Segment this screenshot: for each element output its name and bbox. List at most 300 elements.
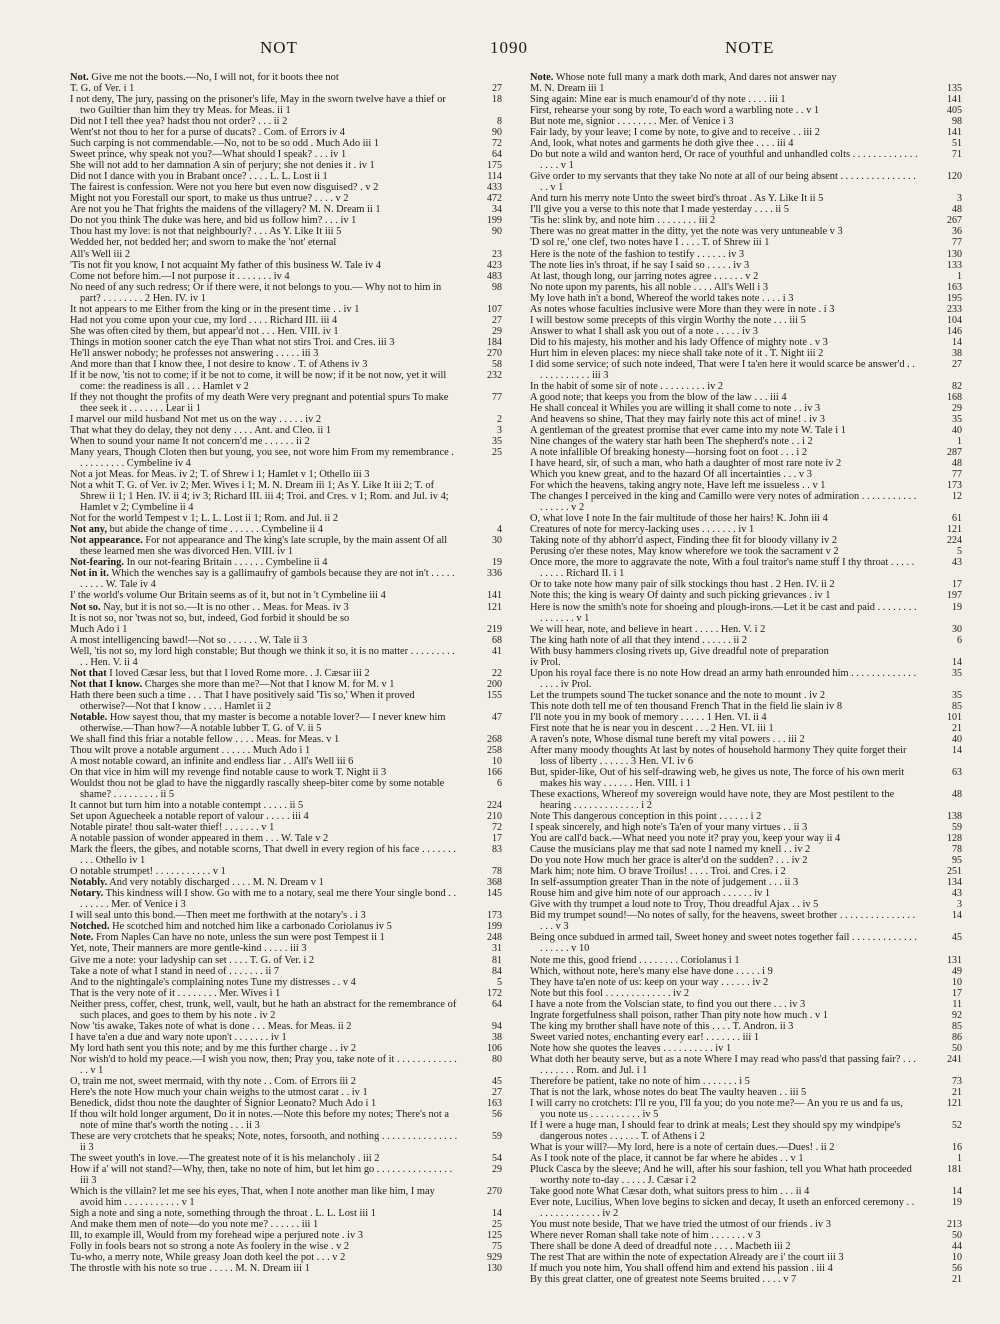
line-reference: 41 (492, 645, 502, 657)
entry-line (70, 127, 502, 138)
quotation-text: Had not you come upon your cue, my lord . . . . Richard III. iii 4 (70, 314, 338, 326)
quotation-text: Went'st not thou to her for a purse of ducats? . Com. of Errors iv 4 (70, 127, 345, 139)
entry-line (70, 149, 502, 160)
line-reference: 98 (952, 116, 962, 128)
quotation-text: A gentleman of the greatest promise that ever came into my note W. Tale i 1 (530, 425, 846, 436)
quotation-text: Perusing o'er these notes, May know wherefore we took the sacrament v 2 (530, 546, 839, 558)
line-reference: 49 (952, 965, 962, 977)
entry-line (530, 359, 962, 381)
line-reference: 40 (952, 733, 962, 745)
headword: Notary. (70, 888, 104, 900)
quotation-text: My lord hath sent you this note; and by me this further charge . . iv 2 (70, 1042, 357, 1054)
line-reference: 200 (487, 678, 502, 690)
line-reference: 5 (497, 976, 502, 988)
line-reference: 107 (487, 303, 502, 315)
quotation-text: I'll give you a verse to this note that I made yesterday . . . . ii 5 (530, 204, 789, 216)
entry-line (70, 260, 502, 271)
line-reference: 17 (952, 579, 962, 591)
entry-line (530, 646, 962, 657)
line-reference: 27 (492, 83, 502, 95)
line-reference: 30 (952, 623, 962, 635)
line-reference: 104 (947, 314, 962, 326)
quotation-text: The king my brother shall have note of this . . . . T. Andron. ii 3 (530, 1020, 794, 1032)
entry-line (70, 1263, 502, 1274)
quotation-text: Rouse him and give him note of our approach . . . . . . iv 1 (530, 888, 771, 900)
entry-line (70, 348, 502, 359)
line-reference: 133 (947, 259, 962, 271)
quotation-text: A raven's note, Whose dismal tune bereft my vital powers . . . iii 2 (530, 733, 805, 745)
quotation-text: I speak sincerely, and high note's Ta'en of your many virtues . . ii 3 (530, 822, 808, 834)
line-reference: 90 (492, 226, 502, 238)
line-reference: 232 (487, 369, 502, 381)
line-reference: 84 (492, 965, 502, 977)
line-reference: 29 (952, 402, 962, 414)
quotation-text: And more than that I know thee, I not desire to know . T. of Athens iv 3 (70, 358, 368, 370)
entry-line (70, 602, 502, 613)
line-reference: 75 (492, 1241, 502, 1253)
line-reference: 50 (952, 1042, 962, 1054)
line-reference: 59 (492, 1131, 502, 1142)
entry-line (70, 734, 502, 745)
entry-line (530, 690, 962, 701)
line-reference: 44 (952, 1241, 962, 1253)
line-reference: 172 (487, 987, 502, 999)
entry-line (530, 524, 962, 535)
quotation-text: If much you note him, You shall offend him and extend his passion . iii 4 (530, 1263, 833, 1275)
line-reference: 138 (947, 811, 962, 823)
entry-line (530, 712, 962, 723)
entry-line (530, 668, 962, 690)
quotation-text: Note me this, good friend . . . . . . . . Coriolanus i 1 (530, 954, 740, 966)
quotation-text: Bid my trumpet sound!—No notes of sally, for the heavens, sweet brother . . . . . . . . . . . . . . . . . . v 3 (530, 910, 916, 933)
line-reference: 90 (492, 127, 502, 139)
entry-line (70, 1241, 502, 1252)
entry-line (70, 1164, 502, 1186)
quotation-text: At last, though long, our jarring notes agree . . . . . . v 2 (530, 270, 759, 282)
line-reference: 56 (952, 1263, 962, 1275)
quotation-text: With busy hammers closing rivets up, Give dreadful note of preparation (530, 645, 829, 657)
entry-line (70, 590, 502, 601)
line-reference: 40 (952, 425, 962, 436)
entry-line (70, 326, 502, 337)
entry-line (530, 1219, 962, 1230)
line-reference: 51 (952, 138, 962, 150)
quotation-text: Might not you Forestall our sport, to make us thus untrue? . . . . v 2 (70, 193, 349, 205)
line-reference: 423 (487, 259, 502, 271)
quotation-text: The rest That are within the note of expectation Already are i' the court iii 3 (530, 1252, 844, 1264)
line-reference: 1 (957, 1153, 962, 1165)
line-reference: 21 (952, 1274, 962, 1286)
entry-line (70, 844, 502, 866)
line-reference: 3 (957, 193, 962, 205)
entry-line (530, 602, 962, 624)
quotation-text: But, spider-like, Out of his self-drawing web, he gives us note, The force of his own merit makes his way . . . . . . Hen. VIII. i 1 (530, 766, 905, 789)
entry-line (70, 679, 502, 690)
line-reference: 195 (947, 292, 962, 304)
entry-line (530, 403, 962, 414)
entry-line (530, 657, 962, 668)
line-reference: 8 (497, 116, 502, 128)
entry-line (70, 988, 502, 999)
line-reference: 224 (487, 800, 502, 812)
line-reference: 14 (492, 1208, 502, 1220)
line-reference: 472 (487, 193, 502, 205)
quotation-text: Sing again: Mine ear is much enamour'd of thy note . . . . iii 1 (530, 94, 786, 106)
quotation-text: After many moody thoughts At last by notes of household harmony They quite forget their loss of liberty . . . . . . 3 Hen. VI. iv 6 (530, 744, 907, 767)
quotation-text: I have ta'en a due and wary note upon't . . . . . . . iv 1 (70, 1031, 287, 1043)
quotation-text: Fair lady, by your leave; I come by note, to give and to receive . . iii 2 (530, 127, 820, 139)
quotation-text: Much Ado i 1 (70, 623, 128, 635)
entry-line (530, 624, 962, 635)
line-reference: 155 (487, 689, 502, 701)
quotation-text: Cause the musicians play me that sad note I named my knell . . iv 2 (530, 844, 811, 856)
line-reference: 163 (487, 1097, 502, 1109)
entry-line (70, 282, 502, 304)
entry-line (70, 668, 502, 679)
quotation-text: Sigh a note and sing a note, something through the throat . L. L. Lost iii 1 (70, 1208, 376, 1220)
line-reference: 233 (947, 303, 962, 315)
quotation-text: Folly in fools bears not so strong a note As foolery in the wise . v 2 (70, 1241, 350, 1253)
line-reference: 77 (492, 391, 502, 403)
entry-line (70, 1131, 502, 1153)
entry-line (530, 899, 962, 910)
entry-line (70, 1043, 502, 1054)
line-reference: 287 (947, 447, 962, 459)
entry-line (70, 271, 502, 282)
line-reference: 16 (952, 1142, 962, 1154)
quotation-text: Not for the world Tempest v 1; L. L. Lost ii 1; Rom. and Jul. ii 2 (70, 513, 339, 525)
quotation-text: Ingrate forgetfulness shall poison, rather Than pity note how much . v 1 (530, 1009, 828, 1021)
entry-line (70, 204, 502, 215)
line-reference: 210 (487, 811, 502, 823)
quotation-text: We will hear, note, and believe in heart . . . . . Hen. V. i 2 (530, 623, 766, 635)
entry-line (70, 557, 502, 568)
entry-line (530, 1043, 962, 1054)
entry-line (70, 1153, 502, 1164)
entry-line (530, 557, 962, 579)
entry-line (70, 800, 502, 811)
line-reference: 50 (952, 1230, 962, 1242)
entry-line (70, 1087, 502, 1098)
entry-line (530, 734, 962, 745)
quotation-text: All's Well iii 2 (70, 248, 131, 260)
quotation-text: 'Tis he: slink by, and note him . . . . . . . . iii 2 (530, 215, 716, 227)
line-reference: 483 (487, 270, 502, 282)
line-reference: 94 (492, 1020, 502, 1032)
entry-line (70, 249, 502, 260)
entry-line (530, 83, 962, 94)
quotation-text: Take a note of what I stand in need of . . . . . . . ii 7 (70, 965, 280, 977)
line-reference: 35 (492, 436, 502, 448)
quotation-text: That is the very note of it . . . . . . . . Mer. Wives i 1 (70, 987, 281, 999)
quotation-text: Tu-who, a merry note, While greasy Joan doth keel the pot . . . v 2 (70, 1252, 346, 1264)
line-reference: 121 (947, 524, 962, 536)
entry-line (530, 822, 962, 833)
entry-line (70, 955, 502, 966)
entry-line (70, 811, 502, 822)
entry-line (530, 999, 962, 1010)
line-reference: 163 (947, 281, 962, 293)
entry-line (70, 304, 502, 315)
line-reference: 10 (952, 1252, 962, 1264)
entry-line (530, 1252, 962, 1263)
quotation-text: Notable pirate! thou salt-water thief! . . . . . . . v 1 (70, 822, 275, 834)
quotation-text: I not deny, The jury, passing on the prisoner's life, May in the sworn twelve have a thief or two Guiltier than him they try Meas. for Meas. ii 1 (70, 94, 446, 117)
quotation-text: Sweet varied notes, enchanting every ear! . . . . . . . iii 1 (530, 1031, 760, 1043)
line-reference: 14 (952, 744, 962, 756)
entry-line (530, 546, 962, 557)
quotation-text: Are not you he That frights the maidens of the villagery? M. N. Dream ii 1 (70, 204, 381, 216)
entry-line (70, 624, 502, 635)
quotation-text: Did not I tell thee yea? hadst thou not order? . . . ii 2 (70, 116, 288, 128)
entry-line (530, 315, 962, 326)
quotation-text: O, what love I note In the fair multitude of those her hairs! K. John iii 4 (530, 513, 828, 525)
line-reference: 58 (492, 358, 502, 370)
quotation-text: Here is now the smith's note for shoeing and plough-irons.—Let it be cast and paid . . . . . . . . . . . . . . . v 1 (530, 601, 917, 624)
line-reference: 141 (487, 590, 502, 602)
quotation-text: But note me, signior . . . . . . . . Mer. of Venice i 3 (530, 116, 734, 128)
entry-line (70, 94, 502, 116)
quotation-text: First note that he is near you in descent . . . 2 Hen. VI. iii 1 (530, 722, 774, 734)
entry-line (530, 215, 962, 226)
entry-line (530, 127, 962, 138)
quotation-text: M. N. Dream iii 1 (530, 83, 605, 95)
line-reference: 38 (492, 1031, 502, 1043)
quotation-text: On that vice in him will my revenge find notable cause to work T. Night ii 3 (70, 766, 387, 778)
line-reference: 120 (947, 171, 962, 183)
entry-line (530, 513, 962, 524)
line-reference: 35 (952, 667, 962, 679)
line-reference: 85 (952, 700, 962, 712)
line-reference: 43 (952, 888, 962, 900)
line-reference: 405 (947, 105, 962, 117)
line-reference: 85 (952, 1020, 962, 1032)
entry-line (70, 370, 502, 392)
line-reference: 92 (952, 1009, 962, 1021)
line-reference: 121 (947, 1097, 962, 1109)
entry-line (530, 535, 962, 546)
quotation-text: Thou wilt prove a notable argument . . . . . . Much Ado i 1 (70, 744, 311, 756)
quotation-text: 'D sol re,' one clef, two notes have I . . . . T. of Shrew iii 1 (530, 237, 770, 249)
quotation-text: Did to his majesty, his mother and his lady Offence of mighty note . v 3 (530, 336, 828, 348)
quotation-text: The fairest is confession. Were not you here but even now disguised? . v 2 (70, 182, 379, 194)
line-reference: 1 (957, 436, 962, 448)
entry-line (530, 866, 962, 877)
entry-line (530, 1098, 962, 1120)
line-reference: 1 (957, 270, 962, 282)
headword: Not-fearing. (70, 557, 124, 569)
entry-line (530, 348, 962, 359)
quotation-text: Nay, but it is not so.—It is no other . . Meas. for Meas. iv 3 (103, 601, 349, 613)
line-reference: 141 (947, 94, 962, 106)
entry-line (70, 1208, 502, 1219)
entry-line (530, 723, 962, 734)
quotation-text: I loved Cæsar less, but that I loved Rome more. . J. Cæsar iii 2 (109, 667, 370, 679)
headword: Not any, (70, 524, 107, 536)
quotation-text: Now 'tis awake, Takes note of what is done . . . Meas. for Meas. ii 2 (70, 1020, 352, 1032)
entry-line (530, 204, 962, 215)
entry-line (530, 1032, 962, 1043)
quotation-text: Yet, note, Their manners are more gentle-kind . . . . . iii 3 (70, 943, 307, 955)
line-reference: 175 (487, 160, 502, 172)
line-reference: 35 (952, 413, 962, 425)
quotation-text: From Naples Can have no note, unless the sun were post Tempest ii 1 (95, 932, 385, 944)
quotation-text: I will seal unto this bond.—Then meet me forthwith at the notary's . i 3 (70, 910, 366, 922)
entry-line (70, 83, 502, 94)
quotation-text: A most intelligencing bawd!—Not so . . . . . . W. Tale ii 3 (70, 634, 308, 646)
entry-line (530, 447, 962, 458)
entry-line (530, 966, 962, 977)
line-reference: 6 (957, 634, 962, 646)
quotation-text: Ill, to example ill, Would from my forehead wipe a perjured note . iv 3 (70, 1230, 364, 1242)
entry-line (530, 72, 962, 83)
entry-line (530, 590, 962, 601)
quotation-text: I have a note from the Volscian state, to find you out there . . . iv 3 (530, 998, 806, 1010)
entry-line (530, 260, 962, 271)
quotation-text: Let the trumpets sound The tucket sonance and the note to mount . iv 2 (530, 689, 826, 701)
quotation-text: A note infallible Of breaking honesty—horsing foot on foot . . . i 2 (530, 447, 808, 459)
entry-line (530, 1054, 962, 1076)
line-reference: 17 (492, 833, 502, 845)
quotation-text: Not a whit T. G. of Ver. iv 2; Mer. Wives i 1; M. N. Dream iii 1; As Y. Like It iii 2; T. of Shrew ii 1; 1 Hen. IV. ii 4; iv 3; Richard III. iii 4; Troi. and Cres. v 1; Rom. and Jul. iv 4; Hamlet v 2; Cymbeline ii 4 (70, 480, 449, 514)
line-reference: 141 (947, 127, 962, 139)
quotation-text: Hurt him in eleven places: my niece shall take note of it . T. Night iii 2 (530, 347, 824, 359)
entry-line (530, 436, 962, 447)
quotation-text: What doth her beauty serve, but as a note Where I may read who pass'd that passing fair? . . . . . . . . . . Rom. and Jul. i 1 (530, 1053, 917, 1076)
quotation-text: I marvel our mild husband Not met us on the way . . . . . iv 2 (70, 413, 322, 425)
quotation-text: Note but this fool . . . . . . . . . . . . . iv 2 (530, 987, 690, 999)
entry-line (530, 392, 962, 403)
quotation-text: Where never Roman shall take note of him . . . . . . . v 3 (530, 1230, 761, 1242)
quotation-text: I'll note you in my book of memory . . . . . 1 Hen. VI. ii 4 (530, 711, 767, 723)
line-reference: 168 (947, 391, 962, 403)
quotation-text: Creatures of note for mercy-lacking uses . . . . . . . iv 1 (530, 524, 755, 536)
quotation-text: And to the nightingale's complaining notes Tune my distresses . . v 4 (70, 976, 356, 988)
line-reference: 36 (952, 226, 962, 238)
line-reference: 59 (952, 822, 962, 834)
line-reference: 12 (952, 491, 962, 503)
entry-line (70, 116, 502, 127)
entry-line (530, 282, 962, 293)
line-reference: 25 (492, 447, 502, 459)
entry-line (530, 1263, 962, 1274)
quotation-text: Do not you think The duke was here, and bid us follow him? . . . iv 1 (70, 215, 357, 227)
quotation-text: Benedick, didst thou note the daughter of Signior Leonato? Much Ado i 1 (70, 1097, 377, 1109)
entry-line (530, 833, 962, 844)
quotation-text: I will bestow some precepts of this virgin Worthy the note . . . iii 5 (530, 314, 806, 326)
entry-line (70, 1230, 502, 1241)
entry-line (530, 1197, 962, 1219)
quotation-text: Here is the note of the fashion to testify . . . . . . iv 3 (530, 248, 745, 260)
entry-line (70, 524, 502, 535)
quotation-text: And turn his merry note Unto the sweet bird's throat . As Y. Like It ii 5 (530, 193, 824, 205)
quotation-text: Hath there been such a time . . . That I have positively said 'Tis so,' When it proved otherwise?—Not that I know . . . . Hamlet ii 2 (70, 689, 415, 712)
line-reference: 98 (492, 281, 502, 293)
quotation-text: The changes I perceived in the king and Camillo were very notes of admiration . . . . . . . . . . . . . . . . . v 2 (530, 491, 917, 514)
quotation-text: The throstle with his note so true . . . . . M. N. Dream iii 1 (70, 1263, 310, 1275)
quotation-text: Did not I dance with you in Brabant once? . . . . L. L. Lost ii 1 (70, 171, 328, 183)
line-reference: 224 (947, 535, 962, 547)
quotation-text: Note how she quotes the leaves . . . . . . . . . . iv 1 (530, 1042, 732, 1054)
line-reference: 929 (487, 1252, 502, 1264)
entry-line (530, 237, 962, 248)
quotation-text: Upon his royal face there is no note How dread an army hath enrounded him . . . . . . . . . . . . . . . . . iv Prol. (530, 667, 917, 690)
line-reference: 199 (487, 215, 502, 227)
line-reference: 56 (492, 1108, 502, 1120)
page-header (70, 38, 950, 62)
header-right-keyword: NOTE (725, 38, 775, 57)
page-number: 1090 (490, 38, 528, 57)
quotation-text: Such carping is not commendable.—No, not to be so odd . Much Ado iii 1 (70, 138, 380, 150)
line-reference: 14 (952, 656, 962, 668)
line-reference: 10 (492, 755, 502, 767)
line-reference: 135 (947, 83, 962, 95)
entry-line (70, 513, 502, 524)
quotation-text: If thou wilt hold longer argument, Do it in notes.—Note this before my notes; There's not a note of mine that's worth the noting . . . ii 3 (70, 1108, 449, 1131)
line-reference: 25 (492, 1219, 502, 1231)
quotation-text: And very notably discharged . . . . M. N. Dream v 1 (109, 877, 324, 889)
headword: Notably. (70, 877, 108, 889)
quotation-text: As I took note of the place, it cannot be far where he abides . . v 1 (530, 1153, 804, 1165)
line-reference: 30 (492, 535, 502, 547)
line-reference: 131 (947, 954, 962, 966)
quotation-text: These are very crotchets that he speaks; Note, notes, forsooth, and nothing . . . . . . . . . . . . . . . ii 3 (70, 1131, 458, 1154)
quotation-text: You must note beside, That we have tried the utmost of our friends . iv 3 (530, 1219, 831, 1231)
entry-line (70, 613, 502, 624)
entry-line (70, 910, 502, 921)
line-reference: 31 (492, 943, 502, 955)
line-reference: 73 (952, 1075, 962, 1087)
entry-line (530, 955, 962, 966)
entry-line (70, 966, 502, 977)
quotation-text: And make them men of note—do you note me? . . . . . . iii 1 (70, 1219, 319, 1231)
line-reference: 71 (952, 149, 962, 161)
line-reference: 130 (487, 1263, 502, 1275)
entry-line (530, 226, 962, 237)
line-reference: 241 (947, 1053, 962, 1065)
headword: Notched. (70, 921, 110, 933)
quotation-text: Whose note full many a mark doth mark, And dares not answer nay (555, 72, 837, 83)
line-reference: 106 (487, 1042, 502, 1054)
line-reference: 19 (952, 1197, 962, 1209)
entry-line (530, 888, 962, 899)
quotation-text: In self-assumption greater Than in the note of judgement . . . ii 3 (530, 877, 799, 889)
line-reference: 35 (952, 689, 962, 701)
headword: Note. (530, 72, 554, 83)
line-reference: 78 (492, 866, 502, 878)
entry-line (530, 105, 962, 116)
entry-line (530, 293, 962, 304)
quotation-text: Come not before him.—I not purpose it . . . . . . . iv 4 (70, 270, 290, 282)
quotation-text: Which, without note, here's many else have done . . . . . i 9 (530, 965, 773, 977)
entry-line (70, 1098, 502, 1109)
quotation-text: If I were a huge man, I should fear to drink at meals; Lest they should spy my windpipe's dangerous notes . . . . . . T. of Athens i 2 (530, 1119, 901, 1142)
line-reference: 267 (947, 215, 962, 227)
quotation-text: The note lies in's throat, if he say I said so . . . . . iv 3 (530, 259, 750, 271)
quotation-text: If it be now, 'tis not to come; if it be not to come, it will be now; if it be not now, yet it will come: the readiness is all . . . Hamlet v 2 (70, 369, 447, 392)
line-reference: 77 (952, 469, 962, 481)
entry-line (530, 1274, 962, 1285)
line-reference: 11 (952, 998, 962, 1010)
line-reference: 17 (952, 987, 962, 999)
quotation-text: Sweet prince, why speak not you?—What should I speak? . . . iv 1 (70, 149, 347, 161)
line-reference: 2 (497, 413, 502, 425)
quotation-text: She will not add to her damnation A sin of perjury; she not denies it . iv 1 (70, 160, 375, 172)
entry-line (70, 425, 502, 436)
line-reference: 433 (487, 182, 502, 194)
line-reference: 4 (497, 524, 502, 536)
line-reference: 173 (947, 480, 962, 492)
